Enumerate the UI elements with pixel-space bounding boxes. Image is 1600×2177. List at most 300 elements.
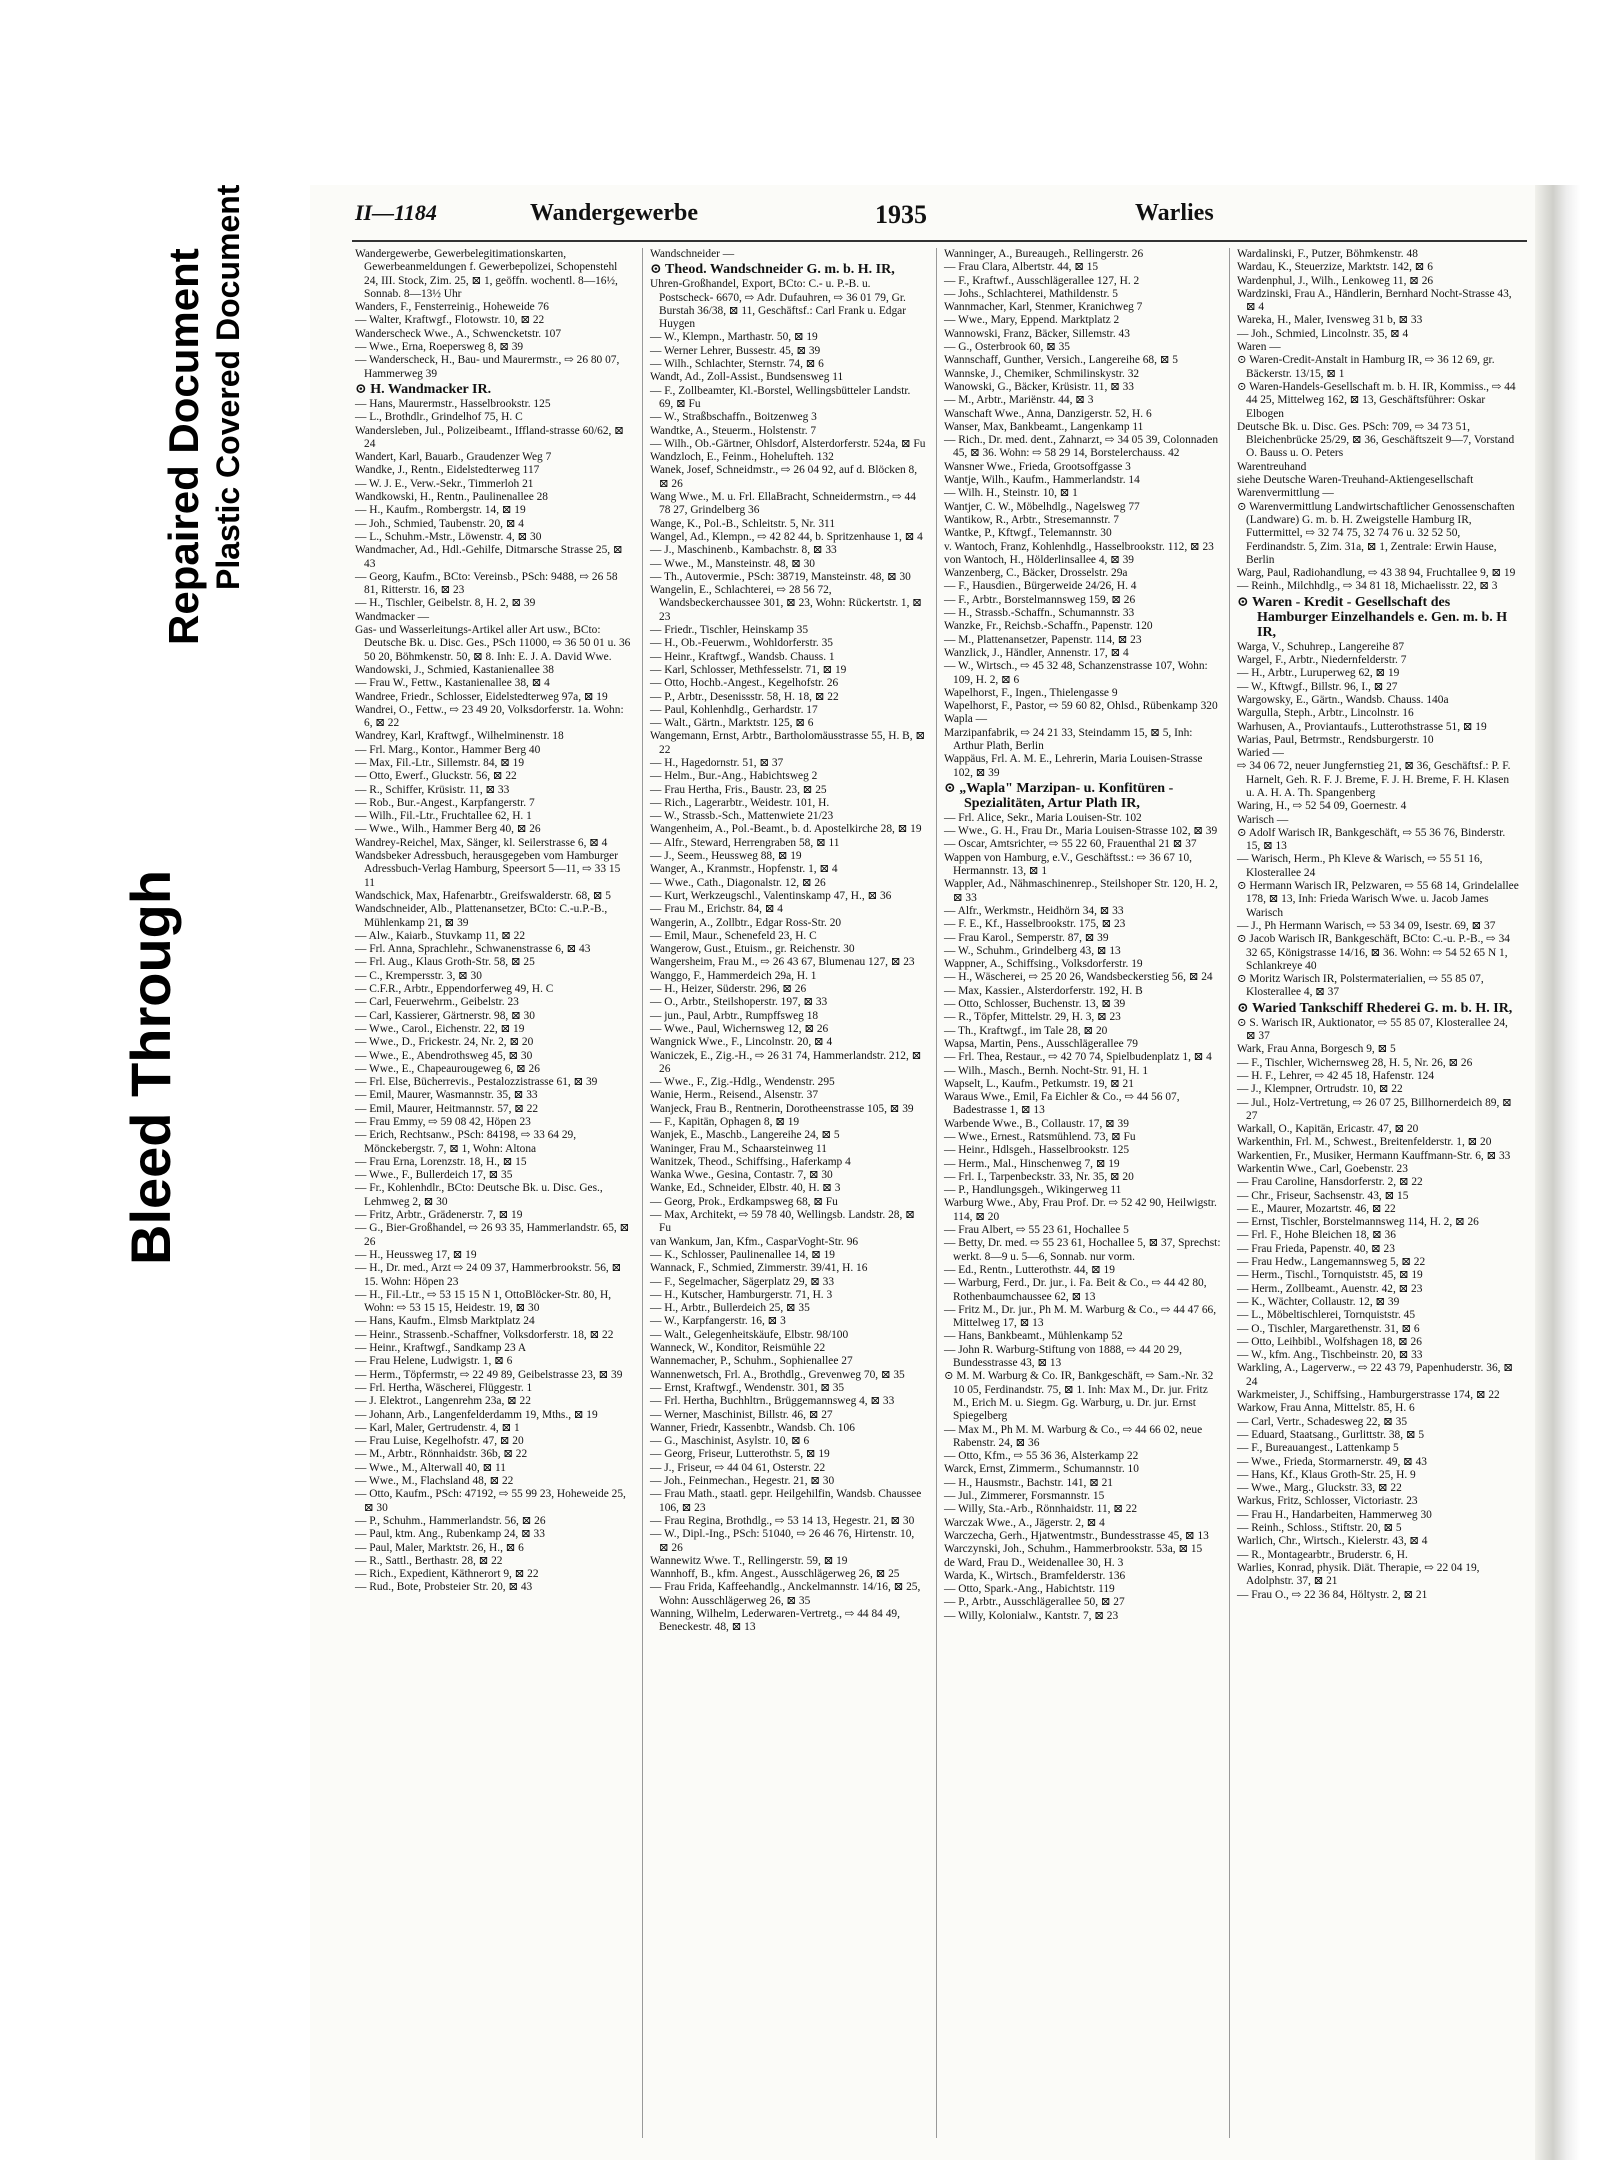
directory-entry: — J., Maschinenb., Kambachstr. 8, ⊠ 33 — [650, 544, 837, 557]
directory-entry: — Wwe., M., Flachsland 48, ⊠ 22 — [355, 1475, 514, 1488]
directory-entry: — J., Ph Hermann Warisch, ⇨ 53 34 09, Isestr. 69, ⊠ 37 — [1237, 919, 1496, 932]
directory-entry: — Wwe., Ernest., Ratsmühlend. 73, ⊠ Fu — [944, 1131, 1136, 1143]
directory-entry: Uhren-Großhandel, Export, BCto: C.- u. P.-B. u. Postscheck- 6670, ⇨ Adr. Dufauhren, ⇨ 36 01 79, Gr. Burstah 36/38, ⊠ 11, Geschäftsf.: Carl Frank u. Edgar Huygen — [650, 278, 907, 331]
directory-entry: Waraus Wwe., Emil, Fa Eichler & Co., ⇨ 44 56 07, Badestrasse 1, ⊠ 13 — [944, 1091, 1180, 1117]
directory-entry: Warczynski, Joh., Schuhm., Hammerbrookstr. 53a, ⊠ 15 — [944, 1543, 1203, 1556]
directory-entry: de Ward, Frau D., Weidenallee 30, H. 3 — [944, 1556, 1124, 1569]
directory-entry: — Frau H., Handarbeiten, Hammerweg 30 — [1237, 1508, 1432, 1521]
directory-entry: Wandrey, Karl, Kraftwgf., Wilhelminenstr. 18 — [355, 730, 564, 743]
directory-entry: — M., Arbtr., Mariënstr. 44, ⊠ 3 — [944, 394, 1094, 407]
directory-entry: ⊙ Warenvermittlung Landwirtschaftlicher Genossenschaften (Landware) G. m. b. H. Zweigstelle Hamburg IR, Futtermittel, ⇨ 32 74 75, 32 74 76 u. 32 52 50, Ferdinandstr. 5, Zim. 31a, ⊠ 1, Zentrale: Erwin Hause, Berlin — [1237, 500, 1515, 566]
directory-entry: Wapsa, Martin, Pens., Ausschlägerallee 79 — [944, 1037, 1138, 1050]
directory-entry: — K., Wächter, Collaustr. 12, ⊠ 39 — [1237, 1295, 1400, 1308]
directory-entry: — Georg, Prok., Erdkampsweg 68, ⊠ Fu — [650, 1195, 838, 1208]
directory-entry: Wandke, J., Rentn., Eidelstedterweg 117 — [355, 464, 540, 477]
directory-entry: — J., Friseur, ⇨ 44 04 61, Osterstr. 22 — [650, 1461, 826, 1474]
directory-entry: von Wantoch, H., Hölderlinsallee 4, ⊠ 39 — [944, 553, 1134, 566]
directory-entry: Wannack, F., Schmied, Zimmerstr. 39/41, H. 16 — [650, 1262, 868, 1275]
directory-entry: — Emil, Maur., Schenefeld 23, H. C — [650, 929, 817, 942]
directory-entry: Wargowsky, E., Gärtn., Wandsb. Chauss. 140a — [1237, 693, 1449, 706]
directory-entry: Wanderscheck Wwe., A., Schwencketstr. 107 — [355, 327, 562, 340]
directory-entry: — M., Plattenansetzer, Papenstr. 114, ⊠ 23 — [944, 633, 1142, 646]
directory-entry: — Alw., Kaiarb., Stuvkamp 11, ⊠ 22 — [355, 929, 526, 942]
directory-entry: Waried — — [1237, 747, 1284, 760]
directory-entry: Wanitzek, Theod., Schiffsing., Haferkamp 4 — [650, 1155, 851, 1168]
directory-entry: Wangerin, A., Zollbtr., Edgar Ross-Str. 20 — [650, 916, 842, 929]
directory-entry: — Frau Clara, Albertstr. 44, ⊠ 15 — [944, 261, 1099, 274]
directory-entry: — Ernst, Kraftwgf., Wendenstr. 301, ⊠ 35 — [650, 1381, 845, 1394]
directory-entry: — L., Brothdlr., Grindelhof 75, H. C — [355, 411, 523, 424]
directory-entry: Wardenphul, J., Wilh., Lenkoweg 11, ⊠ 26 — [1237, 274, 1434, 287]
directory-entry: Warga, V., Schuhrep., Langereihe 87 — [1237, 640, 1405, 653]
directory-entry: — Georg, Friseur, Lutterothstr. 5, ⊠ 19 — [650, 1448, 830, 1461]
directory-entry: ⇨ 34 06 72, neuer Jungfernstieg 21, ⊠ 36, Geschäftsf.: P. F. Harnelt, Geh. R. F. J. Breme, F. J. H. Breme, F. H. Klasen u. A. H. A. Th. Spangenberg — [1237, 760, 1511, 799]
directory-entry: — Frau Math., staatl. gepr. Heilgehilfin, Wandsb. Chaussee 106, ⊠ 23 — [650, 1488, 922, 1514]
directory-entry: Wannenwetsch, Frl. A., Brothdlg., Grevenweg 70, ⊠ 35 — [650, 1368, 905, 1381]
directory-entry: Wareka, H., Maler, Ivensweg 31 b, ⊠ 33 — [1237, 314, 1423, 327]
directory-entry: — C., Krempersstr. 3, ⊠ 30 — [355, 969, 482, 982]
directory-entry: — M., Arbtr., Rönnhaidstr. 36b, ⊠ 22 — [355, 1448, 528, 1461]
directory-entry: — F., Kapitän, Ophagen 8, ⊠ 19 — [650, 1116, 800, 1128]
directory-entry: — Chr., Friseur, Sachsenstr. 43, ⊠ 15 — [1237, 1189, 1409, 1202]
directory-entry: Wandsbeker Adressbuch, herausgegeben vom Hamburger Adressbuch-Verlag Hamburg, Speersort 5—11, ⇨ 33 15 11 — [355, 850, 621, 889]
directory-entry: — Fritz M., Dr. jur., Ph M. M. Warburg & Co., ⇨ 44 47 66, Mittelweg 17, ⊠ 13 — [944, 1303, 1217, 1330]
directory-entry: Deutsche Bk. u. Disc. Ges. PSch: 709, ⇨ 34 73 51, Bleichenbrücke 25/29, ⊠ 36, Geschäftszeit 9—7, Vorstand O. Bauss u. O. Peters — [1237, 420, 1515, 460]
directory-entry: — Wilh., Ob.-Gärtner, Ohlsdorf, Alsterdorferstr. 524a, ⊠ Fu — [650, 437, 926, 450]
directory-entry: — Wwe., F., Zig.-Hdlg., Wendenstr. 295 — [650, 1076, 835, 1089]
directory-entry: Wangersheim, Frau M., ⇨ 26 43 67, Blumenau 127, ⊠ 23 — [650, 956, 915, 969]
directory-entry: — Betty, Dr. med. ⇨ 55 23 61, Hochallee 5, ⊠ 37, Sprechst: werkt. 8—9 u. 5—6, Sonnab. nur vorm. — [944, 1237, 1221, 1263]
directory-entry: — Frau Caroline, Hansdorferstr. 2, ⊠ 22 — [1237, 1176, 1423, 1189]
directory-entry: Wanneck, W., Konditor, Reismühle 22 — [650, 1342, 826, 1355]
side-label-bleed-through: Bleed Through — [119, 869, 182, 1265]
directory-entry: — R., Montagearbtr., Bruderstr. 6, H. — [1237, 1548, 1408, 1561]
directory-entry: ⊙ Waren-Credit-Anstalt in Hamburg IR, ⇨ 36 12 69, gr. Bäckerstr. 13/15, ⊠ 1 — [1237, 354, 1495, 380]
directory-entry: — Frl. Aug., Klaus Groth-Str. 58, ⊠ 25 — [355, 956, 535, 969]
column-divider — [642, 248, 643, 2138]
directory-entry: Wannmacher, Karl, Stenmer, Kranichweg 7 — [944, 301, 1143, 314]
catchword: Warlies — [1135, 200, 1214, 226]
directory-entry: — P., Handlungsgeh., Wikingerweg 11 — [944, 1184, 1122, 1197]
directory-entry: — Oscar, Amtsrichter, ⇨ 55 22 60, Frauenthal 21 ⊠ 37 — [944, 838, 1197, 851]
directory-entry: — R., Schiffer, Krüsistr. 11, ⊠ 33 — [355, 783, 510, 796]
directory-entry: — Joh., Schmied, Taubenstr. 20, ⊠ 4 — [355, 517, 524, 530]
directory-entry: Wapelhorst, F., Ingen., Thielengasse 9 — [944, 686, 1118, 699]
directory-entry: Wargel, F., Arbtr., Niedernfelderstr. 7 — [1237, 654, 1407, 667]
directory-entry: Wannemacher, P., Schuhm., Sophienallee 27 — [650, 1355, 853, 1368]
directory-entry: Wandrey-Reichel, Max, Sänger, kl. Seilerstrasse 6, ⊠ 4 — [355, 836, 608, 849]
directory-entry: — H., Dr. med., Arzt ⇨ 24 09 37, Hammerbrookstr. 56, ⊠ 15. Wohn: Höpen 23 — [355, 1262, 622, 1288]
directory-entry: — H., Kaufm., Rombergstr. 14, ⊠ 19 — [355, 504, 526, 517]
directory-entry: — L., Möbeltischlerei, Tornquiststr. 45 — [1237, 1309, 1416, 1322]
directory-entry: — K., Schlosser, Paulinenallee 14, ⊠ 19 — [650, 1248, 835, 1261]
directory-entry: — Kurt, Werkzeugschl., Valentinskamp 47, H., ⊠ 36 — [650, 889, 892, 902]
directory-entry: Wandmacker — — [355, 610, 430, 623]
directory-entry: — Frau Frida, Kaffeehandlg., Anckelmannstr. 14/16, ⊠ 25, Wohn: Ausschlägerweg 26, ⊠ 35 — [650, 1581, 921, 1607]
directory-entry: — Max M., Ph M. M. Warburg & Co., ⇨ 44 66 02, neue Rabenstr. 24, ⊠ 36 — [944, 1423, 1203, 1449]
directory-entry: — Max, Architekt, ⇨ 59 78 40, Wellingsb. Landstr. 28, ⊠ Fu — [650, 1209, 915, 1235]
directory-entry: Wanek, Josef, Schneidmstr., ⇨ 26 04 92, auf d. Blöcken 8, ⊠ 26 — [650, 464, 918, 490]
directory-entry: — Joh., Schmied, Lincolnstr. 35, ⊠ 4 — [1237, 327, 1409, 340]
directory-entry: — Ernst, Tischler, Borstelmannsweg 114, H. 2, ⊠ 26 — [1237, 1216, 1479, 1229]
directory-entry: Wanggo, F., Hammerdeich 29a, H. 1 — [650, 969, 817, 982]
directory-entry: van Wankum, Jan, Kfm., CasparVoght-Str. 96 — [650, 1235, 859, 1248]
running-header — [355, 200, 1525, 236]
directory-entry: — Eduard, Staatsang., Gurlittstr. 38, ⊠ 5 — [1237, 1428, 1425, 1441]
directory-entry: — H., Hagedornstr. 51, ⊠ 37 — [650, 756, 784, 769]
directory-entry: Wappler, Ad., Nähmaschinenrep., Steilshoper Str. 120, H. 2, ⊠ 33 — [944, 878, 1218, 904]
directory-entry: Wandschick, Max, Hafenarbtr., Greifswalderstr. 68, ⊠ 5 — [355, 889, 611, 902]
directory-entry: — Joh., Feinmechan., Hegestr. 21, ⊠ 30 — [650, 1475, 835, 1488]
directory-entry: — Frl. Else, Bücherrevis., Pestalozzistrasse 61, ⊠ 39 — [355, 1076, 598, 1089]
directory-entry: — P., Schuhm., Hammerlandstr. 56, ⊠ 26 — [355, 1514, 546, 1527]
directory-entry: — Emil, Maurer, Wasmannstr. 35, ⊠ 33 — [355, 1089, 538, 1102]
directory-entry: — Frau O., ⇨ 22 36 84, Höltystr. 2, ⊠ 21 — [1237, 1588, 1428, 1601]
directory-entry: Wandtke, A., Steuerm., Holstenstr. 7 — [650, 424, 817, 437]
directory-entry: — Wwe., D., Frickestr. 24, Nr. 2, ⊠ 20 — [355, 1036, 534, 1049]
directory-entry: — Ed., Rentn., Lutterothstr. 44, ⊠ 19 — [944, 1263, 1115, 1276]
directory-entry: — Fr., Kohlenhdlr., BCto: Deutsche Bk. u. Disc. Ges., Lehmweg 2, ⊠ 30 — [355, 1182, 603, 1208]
directory-entry: Wandert, Karl, Bauarb., Graudenzer Weg 7 — [355, 451, 552, 464]
directory-entry: — Rich., Expedient, Käthnerort 9, ⊠ 22 — [355, 1568, 539, 1581]
directory-entry: — E., Maurer, Mozartstr. 46, ⊠ 22 — [1237, 1202, 1396, 1215]
directory-entry: Wantje, Wilh., Kaufm., Hammerlandstr. 14 — [944, 474, 1140, 487]
directory-entry: — Frau Karol., Semperstr. 87, ⊠ 39 — [944, 931, 1109, 944]
directory-entry: — Herm., Tischl., Tornquiststr. 45, ⊠ 19 — [1237, 1269, 1423, 1282]
directory-column-3 — [944, 248, 1221, 1623]
directory-entry: — Heinr., Strassenb.-Schaffner, Volksdorferstr. 18, ⊠ 22 — [355, 1328, 614, 1341]
directory-entry: — Wilh., Masch., Bernh. Nocht-Str. 91, H. 1 — [944, 1064, 1149, 1077]
directory-entry: — Emil, Maurer, Heitmannstr. 57, ⊠ 22 — [355, 1102, 539, 1115]
directory-entry: — Karl, Maler, Gertrudenstr. 4, ⊠ 1 — [355, 1421, 520, 1434]
directory-entry: Wantke, P., Kftwgf., Telemannstr. 30 — [944, 527, 1112, 540]
directory-entry: — Alfr., Steward, Herrengraben 58, ⊠ 11 — [650, 836, 840, 849]
directory-entry: — Herm., Töpfermstr, ⇨ 22 49 89, Geibelstrasse 23, ⊠ 39 — [355, 1368, 623, 1381]
directory-entry: Wangerow, Gust., Etuism., gr. Reichenstr. 30 — [650, 943, 855, 956]
directory-entry: — Wwe., Marg., Gluckstr. 33, ⊠ 22 — [1237, 1482, 1402, 1495]
directory-entry: Wark, Frau Anna, Borgesch 9, ⊠ 5 — [1237, 1043, 1396, 1056]
directory-entry: — Frl. I., Tarpenbeckstr. 33, Nr. 35, ⊠ 20 — [944, 1170, 1134, 1183]
directory-entry: — F., Zollbeamter, Kl.-Borstel, Wellingsbütteler Landstr. 69, ⊠ Fu — [650, 384, 911, 410]
directory-entry: Wanner, Friedr, Kassenbtr., Wandsb. Ch. 106 — [650, 1421, 855, 1434]
directory-entry: — W., kfm. Ang., Tischbeinstr. 20, ⊠ 33 — [1237, 1349, 1423, 1362]
directory-entry: Wanning, Wilhelm, Lederwaren-Vertretg., ⇨ 44 84 49, Beneckestr. 48, ⊠ 13 — [650, 1607, 900, 1634]
directory-entry: Warburg Wwe., Aby, Frau Prof. Dr. ⇨ 52 42 90, Heilwigstr. 114, ⊠ 20 — [944, 1197, 1217, 1223]
directory-entry: — F., Arbtr., Borstelmannsweg 159, ⊠ 26 — [944, 593, 1136, 606]
directory-entry: Warkentien, Fr., Musiker, Hermann Kauffmann-Str. 6, ⊠ 33 — [1237, 1149, 1511, 1162]
directory-entry: Wardzinski, Frau A., Händlerin, Bernhard Nocht-Strasse 43, ⊠ 4 — [1237, 287, 1512, 314]
directory-entry: — Otto, Spark.-Ang., Habichtstr. 119 — [944, 1583, 1115, 1596]
directory-entry: — G., Bier-Großhandel, ⇨ 26 93 35, Hammerlandstr. 65, ⊠ 26 — [355, 1222, 630, 1248]
directory-entry: — Heinr., Kraftwgf., Sandkamp 23 A — [355, 1342, 527, 1355]
directory-entry: — Johann, Arb., Langenfelderdamm 19, Mths., ⊠ 19 — [355, 1408, 598, 1421]
directory-entry: — O., Tischler, Margarethenstr. 31, ⊠ 6 — [1237, 1322, 1420, 1335]
directory-entry: Wargulla, Steph., Arbtr., Lincolnstr. 16 — [1237, 707, 1414, 720]
directory-entry: Gas- und Wasserleitungs-Artikel aller Art usw., BCto: Deutsche Bk. u. Disc. Ges., PSch 11000, ⇨ 36 50 01 u. 36 50 20, Böhmkenstr. 50, ⊠ 8. Inh: E. J. A. David Wwe. — [355, 624, 631, 663]
directory-column-2 — [650, 248, 926, 1635]
directory-entry: — Frl. Thea, Restaur., ⇨ 42 70 74, Spielbudenplatz 1, ⊠ 4 — [944, 1051, 1212, 1064]
directory-entry: — Herm., Zollbeamt., Auenstr. 42, ⊠ 23 — [1237, 1282, 1423, 1295]
directory-entry: Warczecha, Gerh., Hjatwentmstr., Bundesstrasse 45, ⊠ 13 — [944, 1529, 1209, 1542]
directory-entry: — Wwe., M., Mansteinstr. 48, ⊠ 30 — [650, 557, 815, 570]
directory-entry: — Paul, Kohlenhdlg., Gerhardstr. 17 — [650, 703, 818, 716]
directory-entry: Wandschneider — — [650, 248, 735, 260]
directory-entry: — Willy, Kolonialw., Kantstr. 7, ⊠ 23 — [944, 1609, 1119, 1622]
directory-entry: — Herm., Mal., Hinschenweg 7, ⊠ 19 — [944, 1157, 1120, 1170]
directory-entry: — Paul, ktm. Ang., Rubenkamp 24, ⊠ 33 — [355, 1528, 545, 1541]
directory-entry: — Rich., Dr. med. dent., Zahnarzt, ⇨ 34 05 39, Colonnaden 45, ⊠ 36. Wohn: ⇨ 58 29 14, Borstelerchauss. 42 — [944, 434, 1219, 460]
directory-entry: Wangemann, Ernst, Arbtr., Bartholomäusstrasse 55, H. B, ⊠ 22 — [650, 730, 926, 756]
directory-entry: — G., Maschinist, Asylstr. 10, ⊠ 6 — [650, 1435, 810, 1448]
directory-entry: — H., Arbtr., Luruperweg 62, ⊠ 19 — [1237, 667, 1400, 680]
directory-entry: — Wwe., Wilh., Hammer Berg 40, ⊠ 26 — [355, 823, 541, 836]
directory-entry: Wanka Wwe., Gesina, Contastr. 7, ⊠ 30 — [650, 1169, 833, 1182]
directory-entry: — Alfr., Werkmstr., Heidhörn 34, ⊠ 33 — [944, 904, 1124, 917]
directory-entry: — Frl. Anna, Sprachlehr., Schwanenstrasse 6, ⊠ 43 — [355, 943, 591, 956]
directory-entry: — H., Wäscherei, ⇨ 25 20 26, Wandsbeckerstieg 56, ⊠ 24 — [944, 971, 1213, 984]
directory-entry: Warkall, O., Kapitän, Ericastr. 47, ⊠ 20 — [1237, 1123, 1419, 1136]
directory-entry: Waniczek, E., Zig.-H., ⇨ 26 31 74, Hammerlandstr. 212, ⊠ 26 — [650, 1049, 922, 1075]
directory-entry: — Otto, Kaufm., PSch: 47192, ⇨ 55 99 23, Hoheweide 25, ⊠ 30 — [355, 1488, 626, 1514]
side-label-repaired-document: Repaired Document — [160, 248, 207, 645]
directory-entry: — Warisch, Herm., Ph Kleve & Warisch, ⇨ 55 51 16, Klosterallee 24 — [1237, 853, 1483, 879]
page-number: II—1184 — [355, 200, 437, 225]
directory-entry: — H. F., Lehrer, ⇨ 42 45 18, Hafenstr. 124 — [1237, 1069, 1435, 1082]
directory-entry: Warisch — — [1237, 813, 1289, 826]
directory-entry: — Friedr., Tischler, Heinskamp 35 — [650, 624, 809, 637]
directory-entry: — F., Kraftwf., Ausschlägerallee 127, H. 2 — [944, 274, 1140, 287]
directory-entry: Warias, Paul, Betrmstr., Rendsburgerstr. 10 — [1237, 733, 1434, 746]
directory-entry: — Frau W., Fettw., Kastanienallee 38, ⊠ 4 — [355, 677, 550, 690]
directory-entry: — Heinr., Hdlsgeh., Hasselbrookstr. 125 — [944, 1144, 1130, 1157]
directory-entry: ⊙ Hermann Warisch IR, Pelzwaren, ⇨ 55 68 14, Grindelallee 178, ⊠ 13, Inh: Frieda Warisch Wwe. u. Jacob James Warisch — [1237, 880, 1519, 919]
directory-entry: — H., Arbtr., Bullerdeich 25, ⊠ 35 — [650, 1302, 810, 1315]
directory-entry: — Frau Hedw., Langemannsweg 5, ⊠ 22 — [1237, 1256, 1426, 1269]
directory-entry: — Wwe., Mary, Eppend. Marktplatz 2 — [944, 314, 1120, 327]
directory-entry: — Reinh., Milchhdlg., ⇨ 34 81 18, Michaelisstr. 22, ⊠ 3 — [1237, 580, 1498, 593]
directory-entry: — J., Seem., Heussweg 88, ⊠ 19 — [650, 850, 802, 863]
directory-entry: — Jul., Holz-Vertretung, ⇨ 26 07 25, Billhornerdeich 89, ⊠ 27 — [1237, 1096, 1512, 1122]
directory-entry: Warkus, Fritz, Schlosser, Victoriastr. 23 — [1237, 1495, 1418, 1508]
directory-entry: Wannowski, Franz, Bäcker, Sillemstr. 43 — [944, 327, 1130, 340]
directory-entry: — Frl. Alice, Sekr., Maria Louisen-Str. 102 — [944, 811, 1142, 824]
directory-entry: — P., Arbtr., Desenissstr. 58, H. 18, ⊠ 22 — [650, 690, 839, 703]
directory-entry: Wapla — — [944, 713, 988, 726]
directory-entry: — H., Ob.-Feuerwm., Wohldorferstr. 35 — [650, 637, 833, 650]
directory-entry: — P., Arbtr., Ausschlägerallee 50, ⊠ 27 — [944, 1596, 1125, 1609]
directory-entry: — G., Osterbrook 60, ⊠ 35 — [944, 341, 1070, 354]
directory-entry: — Erich, Rechtsanw., PSch: 84198, ⇨ 33 64 29, Mönckebergstr. 7, ⊠ 1, Wohn: Altona — [355, 1129, 577, 1155]
directory-entry: — Frau Regina, Brothdlg., ⇨ 53 14 13, Hegestr. 21, ⊠ 30 — [650, 1514, 915, 1527]
directory-entry: Marzipanfabrik, ⇨ 24 21 33, Steindamm 15, ⊠ 5, Inh: Arthur Plath, Berlin — [944, 726, 1193, 752]
firm-heading: ⊙ Theod. Wandschneider G. m. b. H. IR, — [650, 262, 895, 278]
directory-entry: — F., Bureauangest., Lattenkamp 5 — [1237, 1442, 1399, 1455]
directory-entry: — Rich., Lagerarbtr., Weidestr. 101, H. — [650, 796, 830, 809]
directory-entry: Wannske, J., Chemiker, Schmilinskystr. 32 — [944, 367, 1140, 380]
directory-entry: — H., Strassb.-Schaffn., Schumannstr. 33 — [944, 607, 1135, 620]
directory-entry: — John R. Warburg-Stiftung von 1888, ⇨ 44 20 29, Bundesstrasse 43, ⊠ 13 — [944, 1343, 1182, 1370]
year: 1935 — [875, 200, 927, 229]
directory-entry: — W., Straßbschaffn., Boitzenweg 3 — [650, 411, 817, 424]
directory-entry: — Wwe., E., Chapeaurougeweg 6, ⊠ 26 — [355, 1062, 540, 1075]
directory-entry: — H., Heizer, Süderstr. 296, ⊠ 26 — [650, 983, 807, 996]
directory-entry: — Otto, Leihbibl., Wolfshagen 18, ⊠ 26 — [1237, 1335, 1422, 1348]
directory-entry: — W. J. E., Verw.-Sekr., Timmerloh 21 — [355, 477, 534, 490]
directory-entry: — Helm., Bur.-Ang., Habichtsweg 2 — [650, 770, 818, 783]
directory-entry: Wange, K., Pol.-B., Schleitstr. 5, Nr. 311 — [650, 517, 836, 530]
directory-entry: — Frl. F., Hohe Bleichen 18, ⊠ 36 — [1237, 1229, 1396, 1242]
directory-entry: Wandergewerbe, Gewerbelegitimationskarten, Gewerbeanmeldungen f. Gewerbepolizei, Schopenstehl 24, III. Stock, Zim. 25, ⊠ 1, geöffn. wochentl. 8—16½, Sonnab. 8—13½ Uhr — [355, 248, 618, 300]
directory-entry: — Carl, Vertr., Schadesweg 22, ⊠ 35 — [1237, 1415, 1408, 1428]
directory-entry: ⊙ Adolf Warisch IR, Bankgeschäft, ⇨ 55 36 76, Binderstr. 15, ⊠ 13 — [1237, 826, 1506, 853]
directory-entry: — Wwe., Frieda, Stormarnerstr. 49, ⊠ 43 — [1237, 1455, 1427, 1468]
directory-entry: Wangnick Wwe., F., Lincolnstr. 20, ⊠ 4 — [650, 1036, 833, 1049]
directory-entry: — H., Tischler, Geibelstr. 8, H. 2, ⊠ 39 — [355, 597, 536, 610]
directory-entry: — F., Hausdien., Bürgerweide 24/26, H. 4 — [944, 580, 1137, 593]
directory-column-4 — [1237, 248, 1520, 1602]
directory-entry: Wandmacher, Ad., Hdl.-Gehilfe, Ditmarsche Strasse 25, ⊠ 43 — [355, 544, 623, 570]
directory-entry: — Max, Fil.-Ltr., Sillemstr. 84, ⊠ 19 — [355, 756, 525, 769]
directory-entry: — Frl. Hertha, Buchhltrn., Brüggemannsweg 4, ⊠ 33 — [650, 1395, 895, 1408]
directory-entry: Warenvermittlung — — [1237, 487, 1334, 500]
directory-entry: — Frau Hertha, Fris., Baustr. 23, ⊠ 25 — [650, 783, 827, 796]
directory-entry: — Rob., Bur.-Angest., Karpfangerstr. 7 — [355, 796, 535, 809]
directory-entry: Waninger, Frau M., Schaarsteinweg 11 — [650, 1142, 827, 1155]
directory-entry: Wanser, Max, Bankbeamt., Langenkamp 11 — [944, 420, 1144, 433]
firm-heading: ⊙ „Wapla" Marzipan- u. Konfitüren - Spezialitäten, Artur Plath IR, — [944, 780, 1174, 811]
directory-entry: Warda, K., Wirtsch., Bramfelderstr. 136 — [944, 1569, 1126, 1582]
directory-entry: — W., Kftwgf., Billstr. 96, I., ⊠ 27 — [1237, 680, 1398, 693]
directory-entry: — Frau Emmy, ⇨ 59 08 42, Höpen 23 — [355, 1116, 531, 1128]
directory-entry: Wanger, A., Kranmstr., Hopfenstr. 1, ⊠ 4 — [650, 863, 838, 876]
directory-entry: — Heinr., Kraftwgf., Wandsb. Chauss. 1 — [650, 650, 835, 663]
directory-entry: — H., Kutscher, Hamburgerstr. 71, H. 3 — [650, 1288, 833, 1301]
directory-entry: — Otto, Ewerf., Gluckstr. 56, ⊠ 22 — [355, 770, 517, 783]
directory-entry: — Otto, Hochb.-Angest., Kegelhofstr. 26 — [650, 677, 839, 690]
directory-entry: — Warburg, Ferd., Dr. jur., i. Fa. Beit & Co., ⇨ 44 42 80, Rothenbaumchaussee 62, ⊠ 13 — [944, 1277, 1207, 1303]
directory-entry: — Wwe., G. H., Frau Dr., Maria Louisen-Strasse 102, ⊠ 39 — [944, 825, 1218, 838]
directory-entry: Wang Wwe., M. u. Frl. EllaBracht, Schneidermstrn., ⇨ 44 78 27, Grindelberg 36 — [650, 491, 916, 517]
directory-entry: — W., Strassb.-Sch., Mattenwiete 21/23 — [650, 810, 834, 823]
directory-entry: — Walt., Gärtn., Marktstr. 125, ⊠ 6 — [650, 717, 814, 730]
directory-entry: — Wwe., E., Abendrothsweg 45, ⊠ 30 — [355, 1049, 533, 1062]
directory-entry: — F. E., Kf., Hasselbrookstr. 175, ⊠ 23 — [944, 918, 1126, 931]
directory-entry: — Wwe., Carol., Eichenstr. 22, ⊠ 19 — [355, 1022, 525, 1035]
directory-entry: Warkentin Wwe., Carl, Goebenstr. 23 — [1237, 1163, 1408, 1175]
directory-entry: Warbende Wwe., B., Collaustr. 17, ⊠ 39 — [944, 1117, 1129, 1130]
directory-entry: Warkow, Frau Anna, Mittelstr. 85, H. 6 — [1237, 1402, 1415, 1415]
directory-entry: — Wilh., Fil.-Ltr., Fruchtallee 62, H. 1 — [355, 810, 532, 823]
directory-entry: — Hans, Kaufm., Elmsb Marktplatz 24 — [355, 1315, 535, 1328]
directory-entry: Warczak Wwe., A., Jägerstr. 2, ⊠ 4 — [944, 1516, 1105, 1529]
directory-entry: — Frau Helene, Ludwigstr. 1, ⊠ 6 — [355, 1355, 513, 1368]
directory-entry: — R., Sattl., Berthastr. 28, ⊠ 22 — [355, 1554, 503, 1567]
directory-entry: ⊙ Waren-Handels-Gesellschaft m. b. H. IR, Kommiss., ⇨ 44 44 25, Mittelweg 162, ⊠ 13, Geschäftsführer: Oskar Elbogen — [1237, 380, 1516, 420]
directory-entry: Wanzke, Fr., Reichsb.-Schaffn., Papenstr. 120 — [944, 620, 1153, 633]
directory-entry: Warkmeister, J., Schiffsing., Hamburgerstrasse 174, ⊠ 22 — [1237, 1389, 1500, 1402]
directory-entry: Wapselt, L., Kaufm., Petkumstr. 19, ⊠ 21 — [944, 1077, 1134, 1090]
directory-entry: — F., Tischler, Wichernsweg 28, H. 5, Nr. 26, ⊠ 26 — [1237, 1056, 1473, 1069]
page-fold-shadow — [1535, 185, 1580, 2160]
directory-entry: Wansner Wwe., Frieda, Grootsoffgasse 3 — [944, 460, 1131, 473]
directory-entry: — Otto, Kfm., ⇨ 55 36 36, Alsterkamp 22 — [944, 1450, 1139, 1463]
directory-entry: — Frau Erna, Lorenzstr. 18, H., ⊠ 15 — [355, 1155, 527, 1168]
directory-entry: — W., Klempn., Marthastr. 50, ⊠ 19 — [650, 331, 818, 344]
directory-entry: — Frau Albert, ⇨ 55 23 61, Hochallee 5 — [944, 1224, 1129, 1237]
directory-entry: — Frau Frieda, Papenstr. 40, ⊠ 23 — [1237, 1242, 1395, 1255]
directory-entry: — Karl, Schlosser, Methfesselstr. 71, ⊠ 19 — [650, 663, 847, 676]
directory-entry: Wanke, Ed., Schneider, Elbstr. 40, H. ⊠ 3 — [650, 1182, 841, 1195]
directory-entry: — Wilh., Schlachter, Sternstr. 74, ⊠ 6 — [650, 358, 824, 371]
directory-entry: — Carl, Kassierer, Gärtnerstr. 98, ⊠ 30 — [355, 1009, 535, 1022]
directory-entry: Wanzenberg, C., Bäcker, Drosselstr. 29a — [944, 567, 1128, 580]
directory-entry: — Reinh., Schloss., Stiftstr. 20, ⊠ 5 — [1237, 1522, 1402, 1535]
directory-entry: — Frau Luise, Kegelhofstr. 47, ⊠ 20 — [355, 1435, 524, 1448]
directory-entry: Warkling, A., Lagerverw., ⇨ 22 43 79, Papenhuderstr. 36, ⊠ 24 — [1237, 1362, 1513, 1388]
directory-entry: Wannhoff, B., kfm. Angest., Ausschlägerweg 26, ⊠ 25 — [650, 1568, 900, 1581]
directory-entry: Wandkowski, H., Rentn., Paulinenallee 28 — [355, 491, 549, 504]
directory-entry: Wantjer, C. W., Möbelhdlg., Nagelsweg 77 — [944, 500, 1140, 513]
directory-entry: — W., Wirtsch., ⇨ 45 32 48, Schanzenstrasse 107, Wohn: 109, H. 2, ⊠ 6 — [944, 660, 1208, 686]
header-rule — [352, 240, 1527, 242]
directory-entry: Wangelin, E., Schlachterei, ⇨ 28 56 72, Wandsbeckerchaussee 301, ⊠ 23, Wohn: Rückertstr. 1, ⊠ 23 — [650, 584, 922, 623]
directory-entry: — Walt., Gelegenheitskäufe, Elbstr. 98/100 — [650, 1328, 849, 1341]
directory-entry: ⊙ Moritz Warisch IR, Polstermaterialien, ⇨ 55 85 07, Klosterallee 4, ⊠ 37 — [1237, 973, 1484, 999]
directory-entry: — H., Hausmstr., Bachstr. 141, ⊠ 21 — [944, 1476, 1114, 1489]
directory-entry: — Wwe., M., Alterwall 40, ⊠ 11 — [355, 1461, 506, 1474]
directory-entry: Wanders, F., Fensterreinig., Hoheweide 76 — [355, 301, 549, 314]
directory-entry: Wanjek, E., Maschb., Langereihe 24, ⊠ 5 — [650, 1129, 840, 1142]
directory-entry: — Th., Autovermie., PSch: 38719, Mansteinstr. 48, ⊠ 30 — [650, 570, 911, 583]
directory-entry: — H., Fil.-Ltr., ⇨ 53 15 15 N 1, OttoBlöcker-Str. 80, H, Wohn: ⇨ 53 15 15, Heidestr. 19, ⊠ 30 — [355, 1288, 612, 1315]
directory-entry: — Georg, Kaufm., BCto: Vereinsb., PSch: 9488, ⇨ 26 58 81, Ritterstr. 16, ⊠ 23 — [355, 570, 618, 597]
firm-heading: ⊙ Waren - Kredit - Gesellschaft des Hamburger Einzelhandels e. Gen. m. b. H IR, — [1237, 594, 1508, 640]
directory-entry: — Wwe., Paul, Wichernsweg 12, ⊠ 26 — [650, 1022, 829, 1035]
directory-entry: — Walter, Kraftwgf., Flotowstr. 10, ⊠ 22 — [355, 314, 545, 327]
directory-entry: Wannschaff, Gunther, Versich., Langereihe 68, ⊠ 5 — [944, 354, 1178, 367]
directory-entry: Wannewitz Wwe. T., Rellingerstr. 59, ⊠ 19 — [650, 1554, 848, 1567]
directory-entry: Wangenheim, A., Pol.-Beamt., b. d. Apostelkirche 28, ⊠ 19 — [650, 823, 922, 836]
directory-entry: — Wwe., F., Bullerdeich 17, ⊠ 35 — [355, 1169, 513, 1182]
directory-entry: — F., Segelmacher, Sägerplatz 29, ⊠ 33 — [650, 1275, 835, 1288]
directory-entry: ⊙ S. Warisch IR, Auktionator, ⇨ 55 85 07, Klosterallee 24, ⊠ 37 — [1237, 1016, 1508, 1043]
firm-heading: ⊙ Waried Tankschiff Rhederei G. m. b. H. IR, — [1237, 1000, 1513, 1016]
directory-entry: Wandschneider, Alb., Plattenansetzer, BCto: C.-u.P.-B., Mühlenkamp 21, ⊠ 39 — [355, 903, 608, 929]
directory-entry: Warlies, Konrad, physik. Diät. Therapie, ⇨ 22 04 19, Adolphstr. 37, ⊠ 21 — [1237, 1561, 1480, 1588]
directory-entry: — jun., Paul, Arbtr., Rumpffsweg 18 — [650, 1009, 819, 1022]
directory-entry: — W., Schuhm., Grindelberg 43, ⊠ 13 — [944, 944, 1121, 957]
directory-entry: Wanschaft Wwe., Anna, Danzigerstr. 52, H. 6 — [944, 407, 1152, 420]
directory-entry: Wanzlick, J., Händler, Annenstr. 17, ⊠ 4 — [944, 646, 1129, 659]
directory-entry: Wardau, K., Steuerzize, Marktstr. 142, ⊠ 6 — [1237, 261, 1433, 274]
directory-entry: Warkenthin, Frl. M., Schwest., Breitenfelderstr. 1, ⊠ 20 — [1237, 1136, 1492, 1149]
directory-entry: Wantikow, R., Arbtr., Stresemannstr. 7 — [944, 513, 1119, 526]
directory-entry: — Wilh. H., Steinstr. 10, ⊠ 1 — [944, 487, 1078, 500]
directory-entry: ⊙ M. M. Warburg & Co. IR, Bankgeschäft, ⇨ Sam.-Nr. 32 10 05, Ferdinandstr. 75, ⊠ 1. Inh: Max M., Dr. jur. Fritz M., Erich M. u. Siegm. Gg. Warburg, u. Dr. jur. Ernst Spiegelberg — [944, 1370, 1214, 1423]
directory-entry: — Hans, Kf., Klaus Groth-Str. 25, H. 9 — [1237, 1468, 1416, 1481]
directory-entry: — O., Arbtr., Steilshoperstr. 197, ⊠ 33 — [650, 996, 828, 1009]
directory-entry: Wardalinski, F., Putzer, Böhmkenstr. 48 — [1237, 248, 1418, 260]
directory-entry: Wandrei, O., Fettw., ⇨ 23 49 20, Volksdorferstr. 1a. Wohn: 6, ⊠ 22 — [355, 703, 624, 730]
directory-entry: — Wwe., Erna, Roepersweg 8, ⊠ 39 — [355, 341, 524, 354]
directory-entry: — R., Töpfer, Mittelstr. 29, H. 3, ⊠ 23 — [944, 1011, 1121, 1024]
directory-entry: — Frl. Marg., Kontor., Hammer Berg 40 — [355, 743, 541, 756]
directory-entry: Warg, Paul, Radiohandlung, ⇨ 43 38 94, Fruchtallee 9, ⊠ 19 — [1237, 567, 1516, 580]
directory-entry: — J., Klempner, Ortrudstr. 10, ⊠ 22 — [1237, 1083, 1403, 1096]
directory-entry: ⊙ Jacob Warisch IR, Bankgeschäft, BCto: C.-u. P.-B., ⇨ 34 32 65, Königstrasse 14/16, ⊠ 36. Wohn: ⇨ 54 52 65 N 1, Schlankreye 40 — [1237, 933, 1510, 972]
directory-entry: Wandowski, J., Schmied, Kastanienallee 38 — [355, 663, 555, 676]
directory-entry: — Fritz, Arbtr., Grädenerstr. 7, ⊠ 19 — [355, 1209, 523, 1222]
